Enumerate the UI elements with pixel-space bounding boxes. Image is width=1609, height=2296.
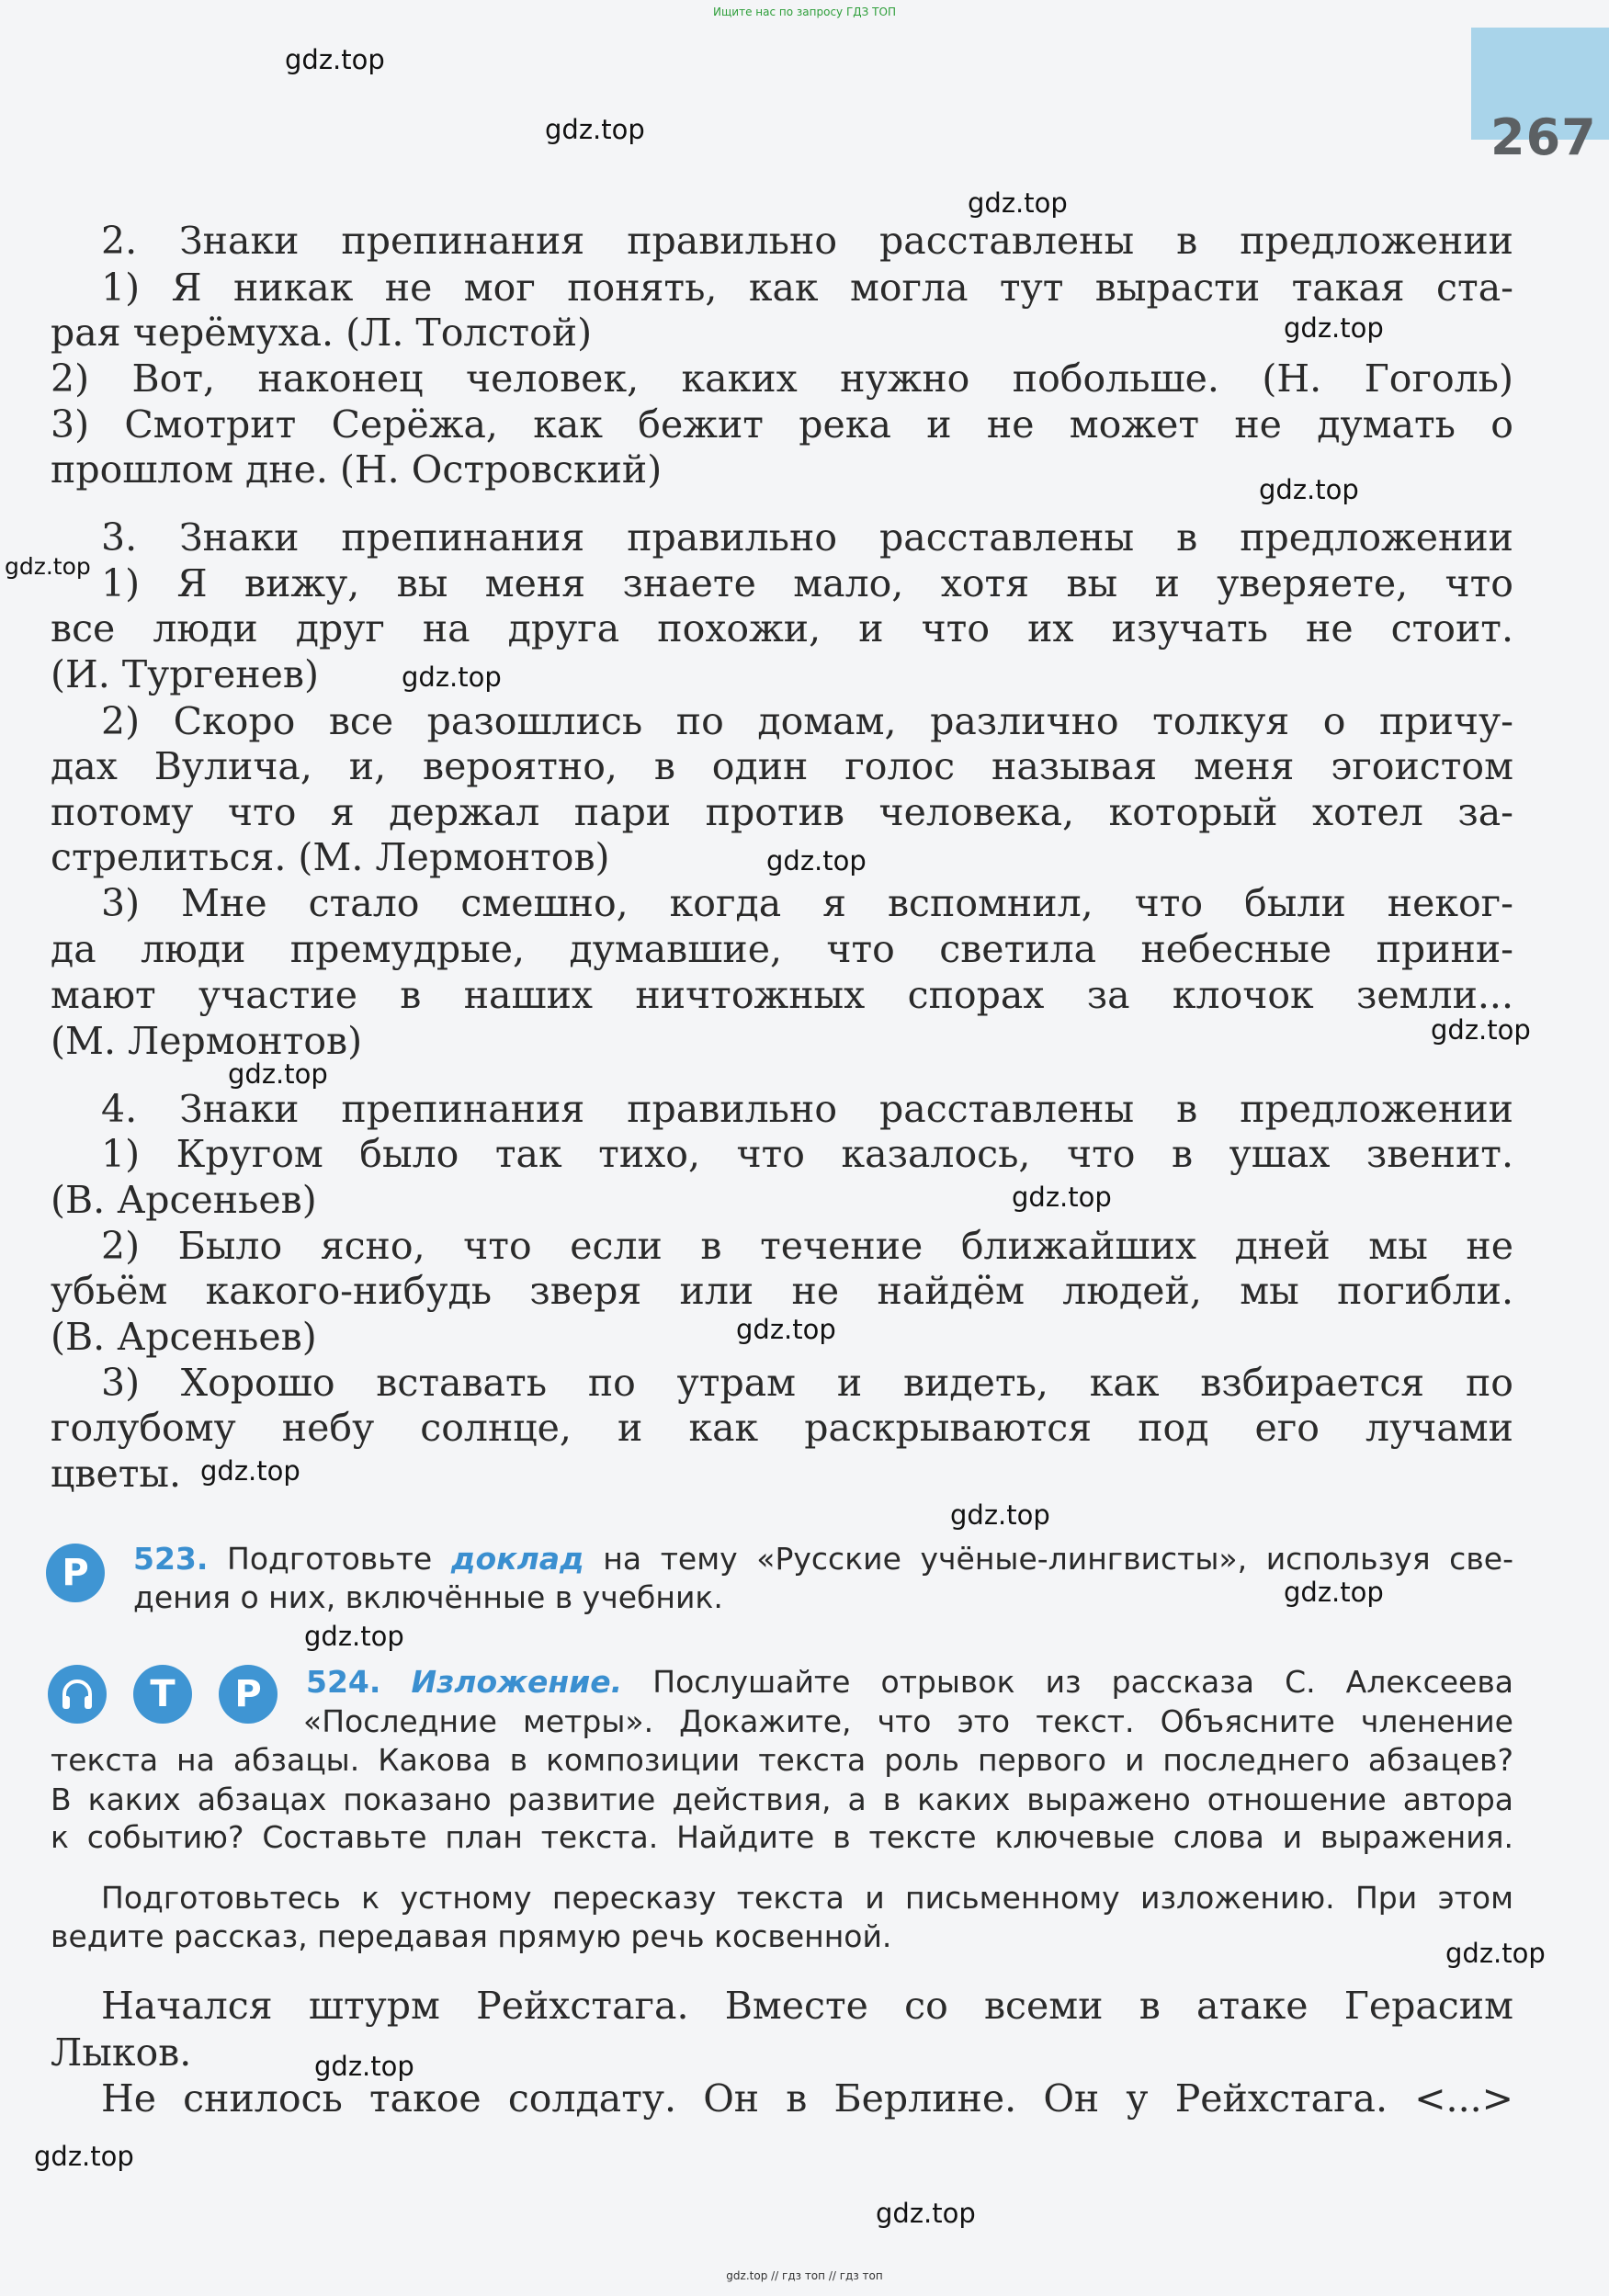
item-4-heading: 4. Знаки препинания правильно расставлены в предложении bbox=[101, 1087, 1513, 1131]
ex523-number: 523. bbox=[133, 1542, 209, 1577]
ex523-rest: на тему «Русские учёные-лингвисты», используя све- bbox=[603, 1542, 1513, 1577]
item-4-line: голубому небу солнце, и как раскрываются под его лучами bbox=[51, 1406, 1513, 1450]
item-4-line: убьём какого-нибудь зверя или не найдём людей, мы погибли. bbox=[51, 1269, 1513, 1313]
watermark: gdz.top bbox=[876, 2198, 976, 2229]
item-4-line: цветы. bbox=[51, 1452, 182, 1496]
story-line: Начался штурм Рейхстага. Вместе со всеми в атаке Герасим bbox=[101, 1984, 1513, 2028]
item-3-line: мают участие в наших ничтожных спорах за клочок земли... bbox=[51, 973, 1513, 1017]
item-3-line: (И. Тургенев) bbox=[51, 652, 319, 696]
ex523-pre: Подготовьте bbox=[227, 1542, 433, 1577]
ex523-line1 bbox=[133, 1542, 1513, 1577]
item-3-line: 3) Мне стало смешно, когда я вспомнил, что были неког- bbox=[101, 881, 1513, 925]
item-3-line: дах Вулича, и, вероятно, в один голос называя меня эгоистом bbox=[51, 744, 1513, 788]
ex524-number: 524. bbox=[306, 1665, 381, 1700]
item-3-line: (М. Лермонтов) bbox=[51, 1019, 363, 1063]
ex524-para2-line: Подготовьтесь к устному пересказу текста и письменному изложению. При этом bbox=[101, 1881, 1513, 1916]
item-3-line: все люди друг на друга похожи, и что их изучать не стоит. bbox=[51, 606, 1513, 650]
watermark: gdz.top bbox=[1284, 1577, 1384, 1608]
exercise-r-icon: Р bbox=[46, 1544, 105, 1602]
watermark: gdz.top bbox=[1284, 312, 1384, 344]
item-2-line: 1) Я никак не мог понять, как могла тут вырасти такая ста- bbox=[101, 266, 1513, 310]
item-3-line: да люди премудрые, думавшие, что светила небесные прини- bbox=[51, 927, 1513, 971]
ex524-para2-line: ведите рассказ, передавая прямую речь косвенной. bbox=[51, 1919, 892, 1954]
exercise-r-icon: Р bbox=[219, 1665, 278, 1724]
watermark: gdz.top bbox=[1012, 1182, 1112, 1213]
watermark: gdz.top bbox=[304, 1621, 404, 1652]
watermark: gdz.top bbox=[1445, 1938, 1546, 1969]
item-4-line: (В. Арсеньев) bbox=[51, 1315, 317, 1359]
ex523-line2: дения о них, включённые в учебник. bbox=[133, 1580, 723, 1615]
watermark: gdz.top bbox=[736, 1314, 836, 1345]
item-2-line: 3) Смотрит Серёжа, как бежит река и не может не думать о bbox=[51, 402, 1513, 447]
item-2-line: прошлом дне. (Н. Островский) bbox=[51, 447, 663, 492]
item-4-line: 3) Хорошо вставать по утрам и видеть, как взбирается по bbox=[101, 1361, 1513, 1405]
item-3-line: 1) Я вижу, вы меня знаете мало, хотя вы и уверяете, что bbox=[101, 561, 1513, 605]
item-3-line: стрелиться. (М. Лермонтов) bbox=[51, 835, 610, 879]
watermark: gdz.top bbox=[1259, 474, 1359, 505]
ex524-line1 bbox=[306, 1665, 1513, 1700]
ex524-keyword: Изложение. bbox=[411, 1665, 623, 1700]
watermark: gdz.top bbox=[545, 114, 645, 145]
page-number: 267 bbox=[1490, 108, 1597, 166]
watermark: gdz.top bbox=[228, 1058, 328, 1090]
watermark: gdz.top bbox=[968, 187, 1068, 219]
watermark: gdz.top bbox=[5, 553, 91, 580]
ex523-keyword: доклад bbox=[450, 1542, 584, 1577]
item-2-heading: 2. Знаки препинания правильно расставлены в предложении bbox=[101, 219, 1513, 263]
story-line: Лыков. bbox=[51, 2030, 192, 2075]
item-3-heading: 3. Знаки препинания правильно расставлены в предложении bbox=[101, 515, 1513, 560]
watermark: gdz.top bbox=[34, 2141, 134, 2172]
watermark: gdz.top bbox=[766, 845, 867, 877]
item-4-line: 1) Кругом было так тихо, что казалось, что в ушах звенит. bbox=[101, 1132, 1513, 1176]
ex524-line: к событию? Составьте план текста. Найдите в тексте ключевые слова и выражения. bbox=[51, 1820, 1513, 1855]
watermark: gdz.top bbox=[285, 44, 385, 75]
watermark: gdz.top bbox=[950, 1499, 1050, 1531]
site-footer-note: gdz.top // гдз топ // гдз топ bbox=[726, 2269, 883, 2282]
ex524-line: «Последние метры». Докажите, что это текст. Объясните членение bbox=[303, 1704, 1513, 1739]
watermark: gdz.top bbox=[1431, 1014, 1531, 1046]
ex524-line: В каких абзацах показано развитие действия, а в каких выражено отношение автора bbox=[51, 1782, 1513, 1817]
watermark: gdz.top bbox=[200, 1455, 300, 1487]
item-2-line: рая черёмуха. (Л. Толстой) bbox=[51, 311, 593, 355]
headphones-icon bbox=[48, 1665, 107, 1724]
story-line: Не снилось такое солдату. Он в Берлине. Он у Рейхстага. <...> bbox=[101, 2076, 1513, 2121]
item-3-line: потому что я держал пари против человека, который хотел за- bbox=[51, 790, 1513, 834]
ex524-rest: Послушайте отрывок из рассказа С. Алексеева bbox=[652, 1665, 1513, 1700]
ex524-line: текста на абзацы. Какова в композиции текста роль первого и последнего абзацев? bbox=[51, 1743, 1513, 1778]
watermark: gdz.top bbox=[314, 2051, 414, 2082]
site-note: Ищите нас по запросу ГДЗ ТОП bbox=[713, 6, 896, 18]
item-4-line: 2) Было ясно, что если в течение ближайших дней мы не bbox=[101, 1224, 1513, 1268]
item-3-line: 2) Скоро все разошлись по домам, различно толкуя о причу- bbox=[101, 699, 1513, 743]
item-4-line: (В. Арсеньев) bbox=[51, 1178, 317, 1222]
watermark: gdz.top bbox=[402, 662, 502, 693]
exercise-t-icon: Т bbox=[133, 1665, 192, 1724]
item-2-line: 2) Вот, наконец человек, каких нужно побольше. (Н. Гоголь) bbox=[51, 356, 1513, 401]
